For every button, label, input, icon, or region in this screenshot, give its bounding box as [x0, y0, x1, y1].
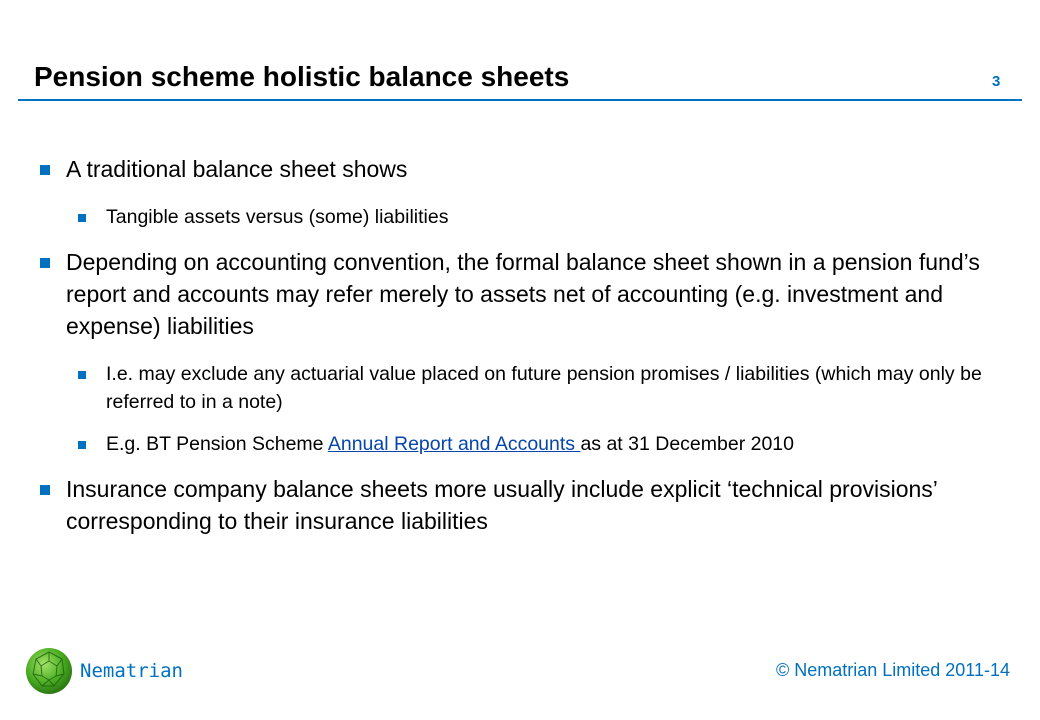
footer-brand: Nematrian	[80, 660, 183, 682]
bullet-square-icon	[78, 441, 86, 449]
bullet-square-icon	[40, 165, 50, 175]
bullet-list	[38, 153, 998, 552]
bullet-text: Insurance company balance sheets more usually include explicit ‘technical provisions’ corresponding to their insurance liabilities	[66, 476, 938, 534]
bullet-item	[38, 246, 998, 458]
title-divider	[18, 99, 1022, 101]
bullet-square-icon	[40, 485, 50, 495]
annual-report-link[interactable]: Annual Report and Accounts	[327, 433, 581, 455]
sub-bullet-text: I.e. may exclude any actuarial value placed on future pension promises / liabilities (which may only be referred to in a note)	[106, 363, 982, 413]
footer-copyright: © Nematrian Limited 2011-14	[775, 660, 1010, 680]
sub-bullet-text: Tangible assets versus (some) liabilities	[106, 206, 449, 228]
sub-bullet-prefix: E.g. BT Pension Scheme	[106, 433, 328, 455]
bullet-item	[38, 153, 998, 231]
bullet-square-icon	[40, 258, 50, 268]
sub-bullet-item	[78, 360, 998, 416]
bullet-text: Depending on accounting convention, the formal balance sheet shown in a pension fund’s report and accounts may refer merely to assets net of accounting (e.g. investment and expense) liabilities	[66, 249, 980, 339]
slide-title: Pension scheme holistic balance sheets	[34, 61, 570, 92]
page-number: 3	[992, 73, 1001, 90]
sub-bullet-suffix: as at 31 December 2010	[580, 433, 795, 455]
sub-bullet-list	[66, 360, 998, 458]
sub-bullet-item	[78, 203, 998, 231]
sub-bullet-item	[78, 430, 998, 458]
bullet-text: A traditional balance sheet shows	[66, 156, 408, 182]
bullet-item	[38, 473, 998, 537]
sub-bullet-list	[66, 203, 998, 231]
bullet-square-icon	[78, 371, 86, 379]
nematrian-logo-icon	[24, 646, 74, 696]
bullet-square-icon	[78, 214, 86, 222]
